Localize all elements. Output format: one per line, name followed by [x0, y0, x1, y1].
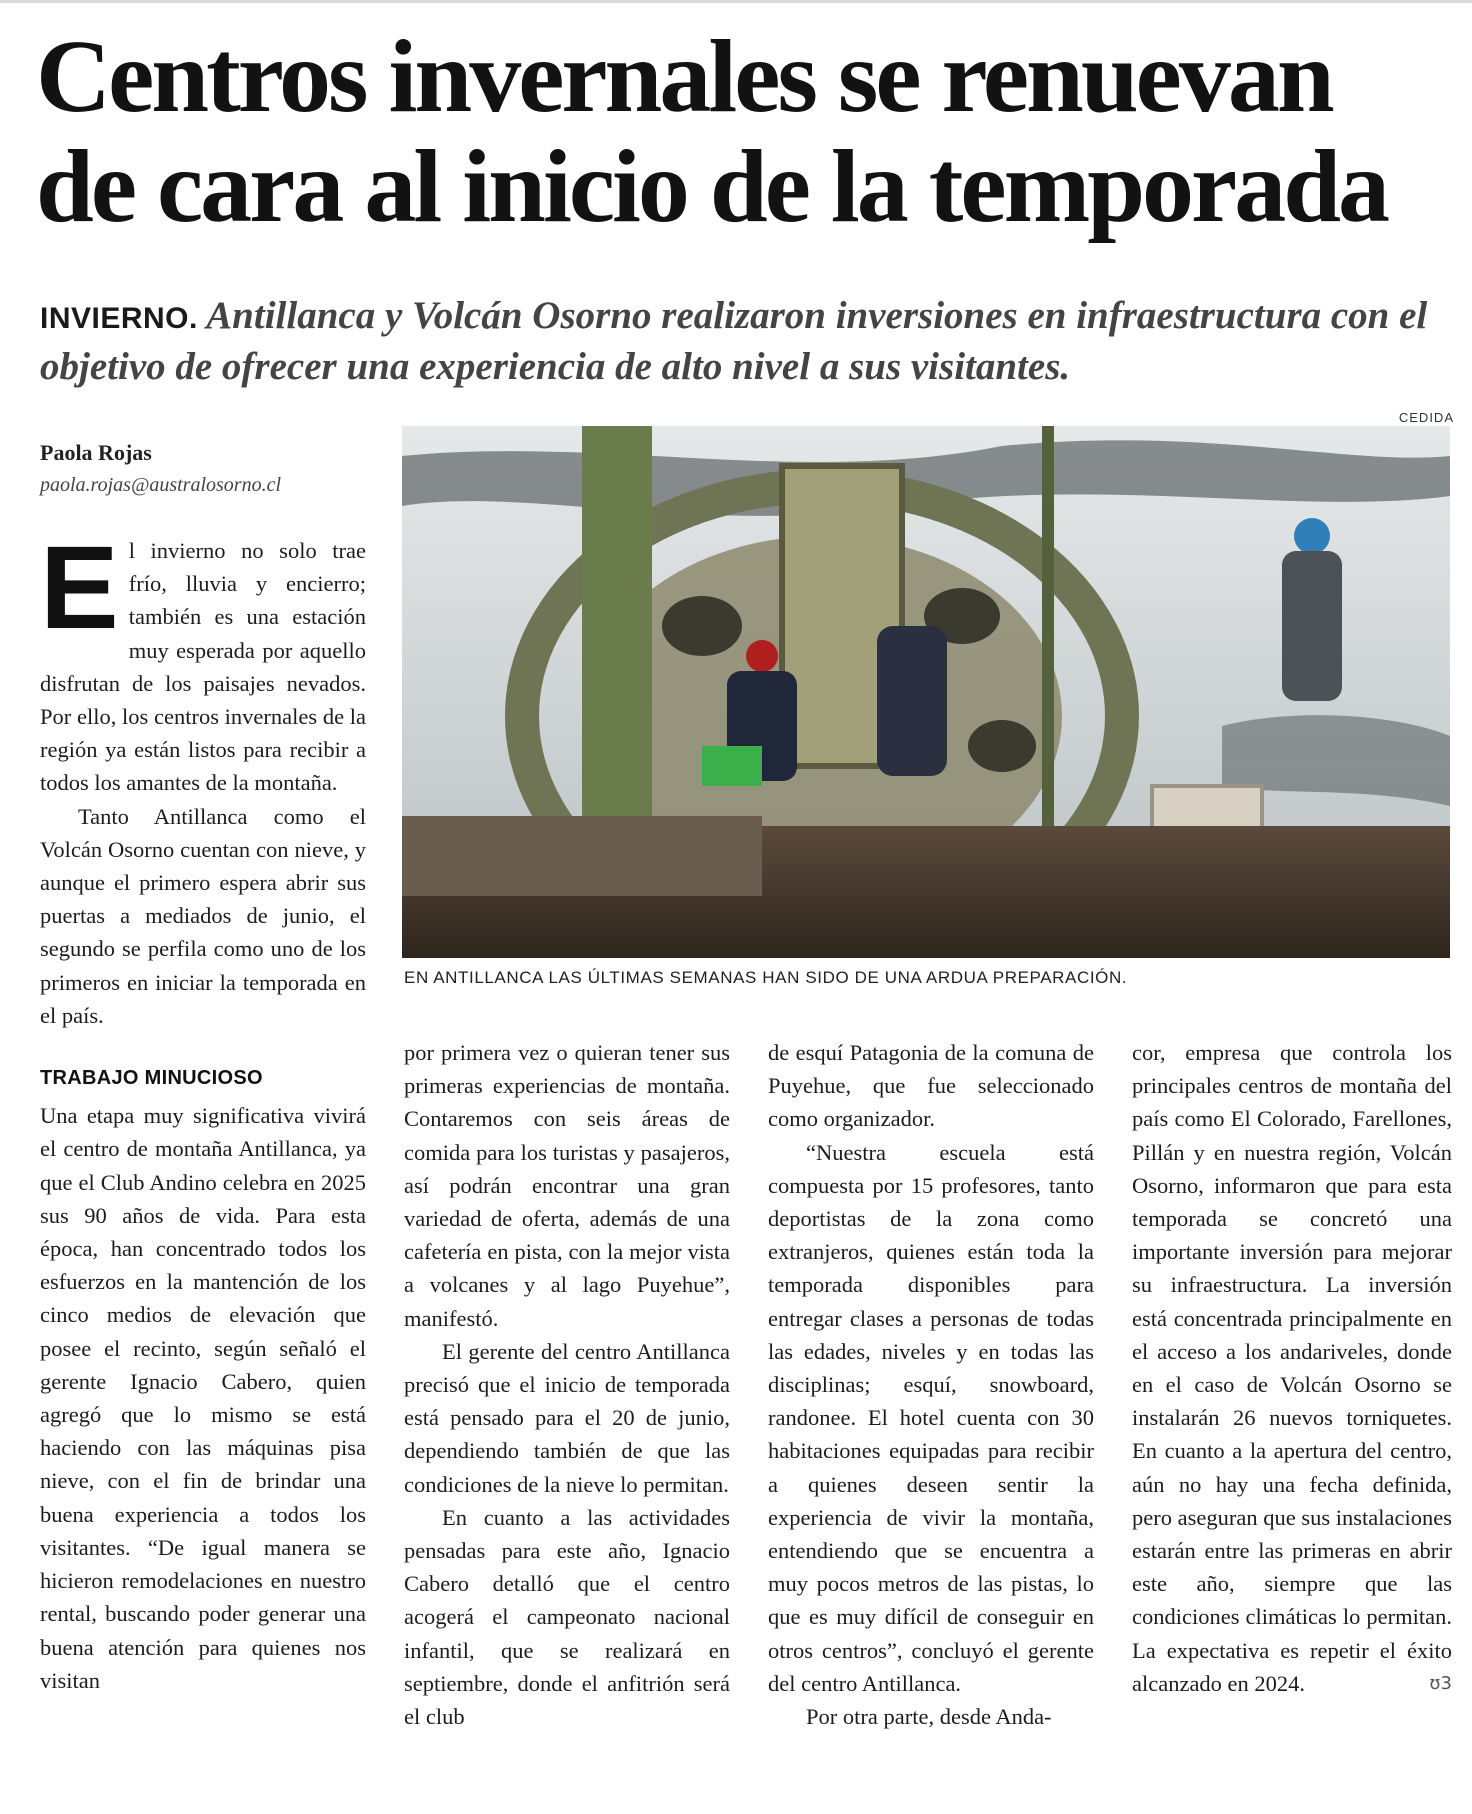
end-mark-icon: ʊ3	[1429, 1672, 1452, 1694]
subhead	[40, 292, 1440, 391]
headline-line-2: de cara al inicio de la temporada	[36, 129, 1388, 244]
paragraph-4: por primera vez o quieran tener sus primeras experiencias de montaña. Contaremos con seis áreas de comida para los turistas y pasajeros, así podrán encontrar una gran variedad de oferta, además de una cafetería en pista, con la mejor vista a volcanes y al lago Puyehue”, manifestó.	[404, 1040, 730, 1331]
paragraph-3: Una etapa muy significativa vivirá el centro de montaña Antillanca, ya que el Club Andino celebra en 2025 sus 90 años de vida. Para esta época, han concentrado todos los esfuerzos en la mantención de los cinco medios de elevación que posee el recinto, según señaló el gerente Ignacio Cabero, quien agregó que lo mismo se está haciendo con las máquinas pisa nieve, con el fin de brindar una buena experiencia a todos los visitantes. “De igual manera se hicieron remodelaciones en nuestro rental, buscando poder generar una buena atención para quienes nos visitan	[40, 1103, 366, 1693]
byline-name: Paola Rojas	[40, 440, 152, 465]
article-column-1	[40, 522, 366, 1697]
paragraph-2: Tanto Antillanca como el Volcán Osorno cuentan con nieve, y aunque el primero espera abrir sus puertas a mediados de junio, el segundo se perfila como uno de los primeros en iniciar la temporada en el país.	[40, 803, 366, 1028]
paragraph-5: El gerente del centro Antillanca precisó que el inicio de temporada está pensado para el 20 de junio, dependiendo también de que las condiciones de la nieve lo permitan.	[404, 1338, 730, 1497]
top-rule	[0, 0, 1472, 3]
headline-line-1: Centros invernales se renuevan	[36, 19, 1332, 134]
paragraph-6: En cuanto a las actividades pensadas para este año, Ignacio Cabero detalló que el centro acogerá el campeonato nacional infantil, que se realizará en septiembre, donde el anfitrión será el club	[404, 1504, 730, 1730]
paragraph-1	[40, 522, 366, 800]
headline	[36, 19, 1456, 244]
photo-caption: EN ANTILLANCA LAS ÚLTIMAS SEMANAS HAN SIDO DE UNA ARDUA PREPARACIÓN.	[404, 968, 1128, 987]
photo-illustration	[402, 426, 1450, 958]
photo-credit: CEDIDA	[1398, 410, 1454, 425]
paragraph-7: de esquí Patagonia de la comuna de Puyehue, que fue seleccionado como organizador.	[768, 1040, 1094, 1132]
article-photo	[402, 426, 1450, 958]
article-column-4	[1132, 1036, 1452, 1700]
section-subtitle: TRABAJO MINUCIOSO	[40, 1067, 263, 1090]
paragraph-8: “Nuestra escuela está compuesta por 15 profesores, tanto deportistas de la zona como extranjeros, quienes están toda la temporada disponibles para entregar clases a personas de todas las edades, niveles y en todas las disciplinas; esquí, snowboard, randonee. El hotel cuenta con 30 habitaciones equipadas para recibir a quienes deseen sentir la experiencia de vivir la montaña, entendiendo que se encuentra a muy pocos metros de las pistas, lo que es muy difícil de conseguir en otros centros”, concluyó el gerente del centro Antillanca.	[768, 1139, 1094, 1696]
paragraph-1-text: l invierno no solo trae frío, lluvia y encierro; también es una estación muy esperada por aquello disfrutan de los paisajes nevados. Por ello, los centros invernales de la región ya están listos para recibir a todos los amantes de la montaña.	[40, 538, 366, 796]
byline-email: paola.rojas@australosorno.cl	[40, 474, 282, 496]
subhead-kicker: INVIERNO.	[40, 302, 198, 335]
paragraph-10-text: cor, empresa que controla los principales centros de montaña del país como El Colorado, Farellones, Pillán y en nuestra región, Volcán Osorno, informaron que para esta temporada se concretó una importante inversión para mejorar su infraestructura. La inversión está concentrada principalmente en el acceso a los andariveles, donde en el caso de Volcán Osorno se instalarán 26 nuevos torniquetes. En cuanto a la apertura del centro, aún no hay una fecha definida, pero aseguran que sus instalaciones estarán entre las primeras en abrir este año, siempre que las condiciones climáticas lo permitan. La expectativa es repetir el éxito alcanzado en 2024.	[1132, 1040, 1452, 1696]
article-column-2	[404, 1036, 730, 1733]
subhead-text: Antillanca y Volcán Osorno realizaron inversiones en infraestructura con el objetivo de ofrecer una experiencia de alto nivel a sus visitantes.	[40, 294, 1428, 388]
drop-cap: E	[40, 522, 119, 654]
paragraph-10	[1132, 1036, 1452, 1700]
article-column-3	[768, 1036, 1094, 1733]
paragraph-9: Por otra parte, desde Anda-	[806, 1704, 1052, 1730]
